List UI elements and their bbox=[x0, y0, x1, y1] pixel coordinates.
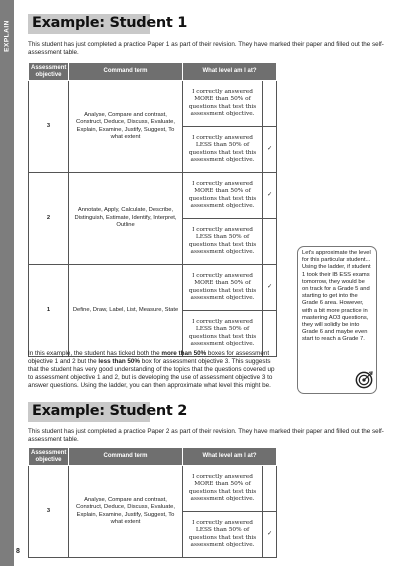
header-level: What level am I at? bbox=[183, 448, 277, 466]
header-command-term: Command term bbox=[69, 448, 183, 466]
less-than-50-checkbox[interactable] bbox=[263, 219, 277, 265]
more-than-50-statement: I correctly answered MORE than 50% of questions that test this assessment objective. bbox=[183, 265, 263, 311]
command-terms-cell: Analyse, Compare and contrast, Construct, Deduce, Discuss, Evaluate, Explain, Examine, Justify, Suggest, To what extent bbox=[69, 466, 183, 558]
header-level: What level am I at? bbox=[183, 63, 277, 81]
objective-cell: 2 bbox=[29, 173, 69, 265]
command-terms-cell: Annotate, Apply, Calculate, Describe, Distinguish, Estimate, Identify, Interpret, Outline bbox=[69, 173, 183, 265]
header-assessment-objective: Assessment objective bbox=[29, 448, 69, 466]
command-terms-cell: Analyse, Compare and contrast, Construct, Deduce, Discuss, Evaluate, Explain, Examine, Justify, Suggest, To what extent bbox=[69, 81, 183, 173]
student2-intro: This student has just completed a practice Paper 2 as part of their revision. They have marked their paper and filled out the self-assessment table. bbox=[28, 428, 384, 443]
more-than-50-checkbox[interactable]: ✓ bbox=[263, 173, 277, 219]
table-row bbox=[29, 81, 277, 127]
side-tab-label: EXPLAIN bbox=[3, 20, 11, 52]
student1-intro: This student has just completed a practice Paper 1 as part of their revision. They have marked their paper and filled out the self-assessment table. bbox=[28, 41, 384, 56]
objective-cell: 3 bbox=[29, 81, 69, 173]
table-header-row bbox=[29, 448, 277, 466]
table-header-row bbox=[29, 63, 277, 81]
more-than-50-statement: I correctly answered MORE than 50% of questions that test this assessment objective. bbox=[183, 466, 263, 512]
student2-title-bar bbox=[28, 402, 188, 422]
header-command-term: Command term bbox=[69, 63, 183, 81]
student2-title: Example: Student 2 bbox=[32, 403, 188, 419]
approximation-note-text: Let's approximate the level for this particular student... Using the ladder, if student 1 took their IB ESS exams tomorrow, they would be on track for a Grade 5 and starting to get into the Grade 6 area. However, with a bit more practice in mastering AO3 questions, they will solidly be into Grade 6 and maybe even start to reach a Grade 7. bbox=[302, 250, 371, 343]
student1-title: Example: Student 1 bbox=[32, 15, 188, 31]
less-than-50-statement: I correctly answered LESS than 50% of questions that test this assessment objective. bbox=[183, 219, 263, 265]
less-than-50-statement: I correctly answered LESS than 50% of questions that test this assessment objective. bbox=[183, 127, 263, 173]
more-than-50-statement: I correctly answered MORE than 50% of questions that test this assessment objective. bbox=[183, 173, 263, 219]
more-than-50-checkbox[interactable]: ✓ bbox=[263, 265, 277, 311]
table-row bbox=[29, 173, 277, 219]
student1-title-bar bbox=[28, 14, 188, 34]
student1-self-assessment-table bbox=[28, 62, 277, 357]
header-assessment-objective: Assessment objective bbox=[29, 63, 69, 81]
more-than-50-checkbox[interactable] bbox=[263, 81, 277, 127]
less-than-50-checkbox[interactable]: ✓ bbox=[263, 127, 277, 173]
student1-summary: In this example, the student has ticked both the more than 50% boxes for assessment objective 1 and 2 but the less than 50% box for assessment objective 3. This suggests that the student has very good understanding of the topics that the questions covered up to assessment objective 1 and 2, but is developing the use of assessment objective 3 to answer questions. Using the ladder, you can then approximate what level this might be. bbox=[28, 350, 275, 389]
student2-self-assessment-table bbox=[28, 447, 277, 558]
command-terms-cell: Define, Draw, Label, List, Measure, State bbox=[69, 265, 183, 357]
more-than-50-checkbox[interactable] bbox=[263, 466, 277, 512]
table-row bbox=[29, 466, 277, 512]
table-row bbox=[29, 265, 277, 311]
more-than-50-statement: I correctly answered MORE than 50% of questions that test this assessment objective. bbox=[183, 81, 263, 127]
side-strip bbox=[0, 0, 14, 566]
less-than-50-statement: I correctly answered LESS than 50% of questions that test this assessment objective. bbox=[183, 311, 263, 357]
target-icon bbox=[355, 371, 373, 389]
objective-cell: 1 bbox=[29, 265, 69, 357]
less-than-50-checkbox[interactable]: ✓ bbox=[263, 512, 277, 558]
objective-cell: 3 bbox=[29, 466, 69, 558]
approximation-note bbox=[297, 246, 377, 394]
less-than-50-statement: I correctly answered LESS than 50% of questions that test this assessment objective. bbox=[183, 512, 263, 558]
page-number: 8 bbox=[16, 548, 20, 555]
